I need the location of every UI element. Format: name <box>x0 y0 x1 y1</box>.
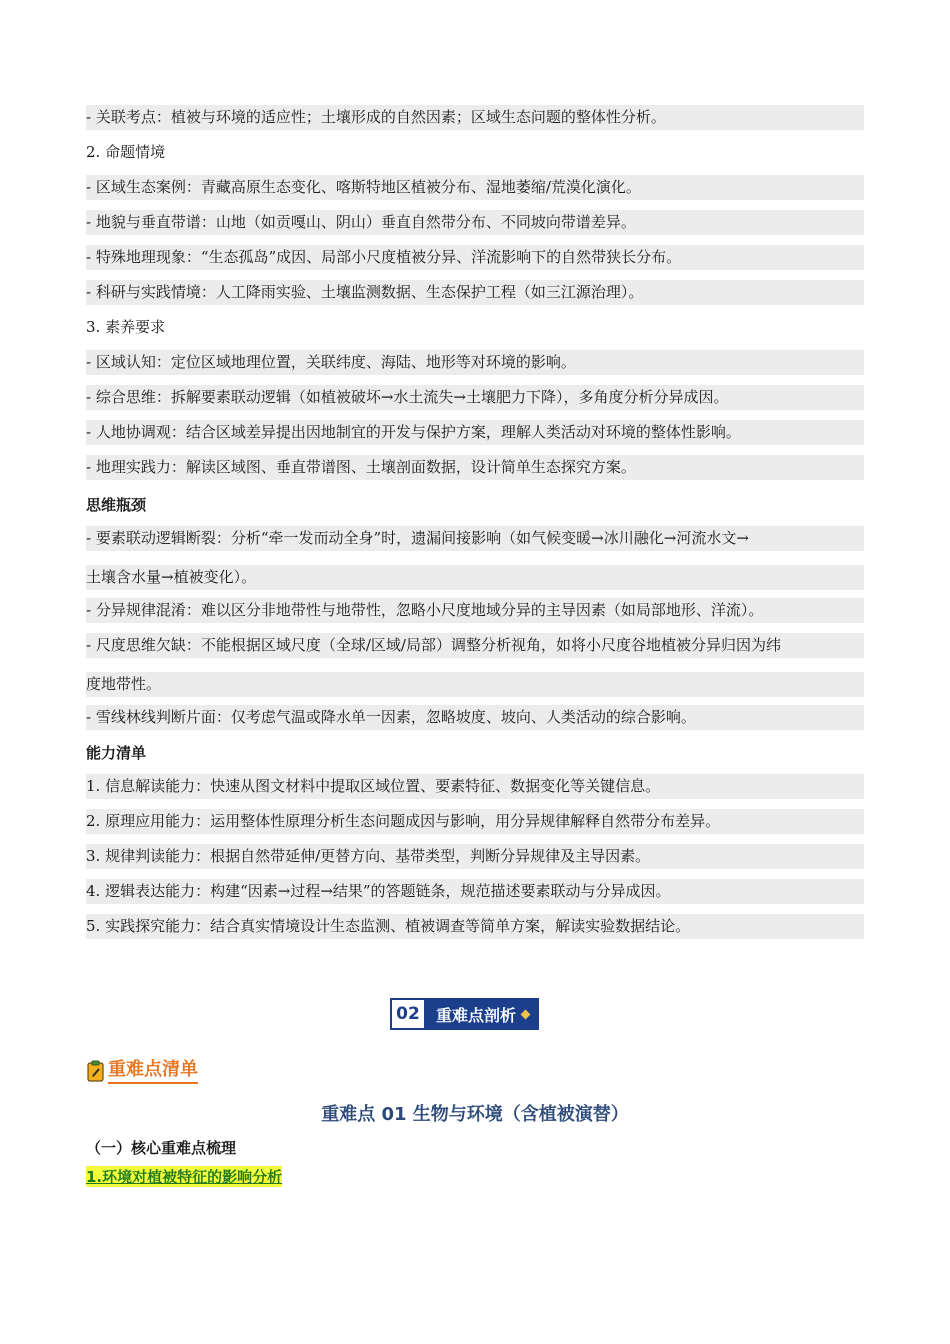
text-line: 1. 信息解读能力：快速从图文材料中提取区域位置、要素特征、数据变化等关键信息。 <box>86 774 864 799</box>
text-line: - 雪线林线判断片面：仅考虑气温或降水单一因素，忽略坡度、坡向、人类活动的综合影响。 <box>86 705 864 730</box>
banner-title-box <box>426 1000 537 1028</box>
text-line: - 区域认知：定位区域地理位置，关联纬度、海陆、地形等对环境的影响。 <box>86 350 864 375</box>
text-line: 3. 规律判读能力：根据自然带延伸/更替方向、基带类型，判断分异规律及主导因素。 <box>86 844 864 869</box>
thinking-heading: 思维瓶颈 <box>86 496 147 514</box>
text-line: - 综合思维：拆解要素联动逻辑（如植被破坏→水土流失→土壤肥力下降），多角度分析分异成因。 <box>86 385 864 410</box>
text-line: - 特殊地理现象：“生态孤岛”成因、局部小尺度植被分异、洋流影响下的自然带狭长分布。 <box>86 245 864 270</box>
text-line: - 关联考点：植被与环境的适应性；土壤形成的自然因素；区域生态问题的整体性分析。 <box>86 105 864 130</box>
highlighted-sub-point: 1.环境对植被特征的影响分析 <box>86 1168 283 1186</box>
ability-heading: 能力清单 <box>86 744 147 762</box>
section-banner <box>390 998 539 1030</box>
text-line: - 地貌与垂直带谱：山地（如贡嘎山、阴山）垂直自然带分布、不同坡向带谱差异。 <box>86 210 864 235</box>
text-line: - 科研与实践情境：人工降雨实验、土壤监测数据、生态保护工程（如三江源治理）。 <box>86 280 864 305</box>
sub-heading: （一）核心重难点梳理 <box>86 1139 237 1157</box>
text-line: - 人地协调观：结合区域差异提出因地制宜的开发与保护方案，理解人类活动对环境的整体性影响。 <box>86 420 864 445</box>
text-line: - 要素联动逻辑断裂：分析“牵一发而动全身”时，遗漏间接影响（如气候变暖→冰川融化→河流水文→ <box>86 526 864 551</box>
key-point-title: 重难点 01 生物与环境（含植被演替） <box>321 1104 629 1125</box>
text-line: 4. 逻辑表达能力：构建“因素→过程→结果”的答题链条，规范描述要素联动与分异成因。 <box>86 879 864 904</box>
list-title-text: 重难点清单 <box>108 1058 198 1084</box>
text-line: 度地带性。 <box>86 672 864 697</box>
section-label-situation: 2. 命题情境 <box>86 143 166 161</box>
banner-number: 02 <box>392 1000 426 1028</box>
text-line: - 地理实践力：解读区域图、垂直带谱图、土壤剖面数据，设计简单生态探究方案。 <box>86 455 864 480</box>
banner-title: 重难点剖析 <box>436 1005 517 1025</box>
key-points-list-title <box>86 1058 198 1084</box>
text-line: - 区域生态案例：青藏高原生态变化、喀斯特地区植被分布、湿地萎缩/荒漠化演化。 <box>86 175 864 200</box>
text-line: 5. 实践探究能力：结合真实情境设计生态监测、植被调查等简单方案，解读实验数据结论。 <box>86 914 864 939</box>
text-line: - 尺度思维欠缺：不能根据区域尺度（全球/区域/局部）调整分析视角，如将小尺度谷地植被分异归因为纬 <box>86 633 864 658</box>
section-label-literacy: 3. 素养要求 <box>86 318 166 336</box>
diamond-icon <box>521 1009 531 1019</box>
text-line: - 分异规律混淆：难以区分非地带性与地带性，忽略小尺度地域分异的主导因素（如局部地形、洋流）。 <box>86 598 864 623</box>
text-line: 2. 原理应用能力：运用整体性原理分析生态问题成因与影响，用分异规律解释自然带分布差异。 <box>86 809 864 834</box>
text-line: 土壤含水量→植被变化）。 <box>86 565 864 590</box>
clipboard-icon <box>86 1060 106 1082</box>
